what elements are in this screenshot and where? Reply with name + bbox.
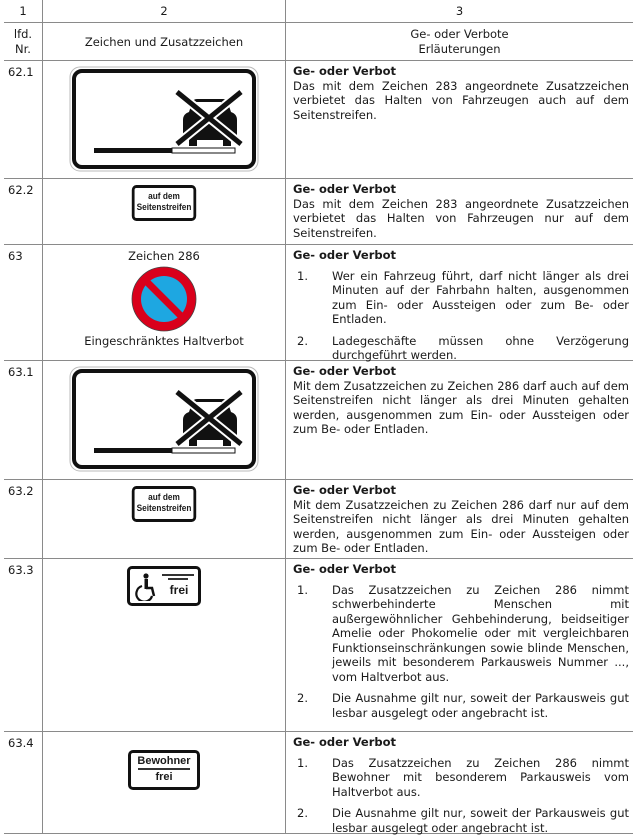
header-lfd-line2: Nr. (15, 42, 31, 56)
sign-text-line2: Seitenstreifen (136, 202, 192, 212)
table-row (4, 179, 633, 245)
explanation-text: Das mit dem Zeichen 283 angeordnete Zusatzzeichen verbietet das Halten von Fahrzeugen auch auf dem Seitenstreifen. (293, 78, 629, 122)
list-item-text: Die Ausnahme gilt nur, soweit der Parkausweis gut lesbar ausgelegt oder angebracht ist. (332, 806, 629, 835)
zusatzzeichen-nur-auf-dem-seitenstreifen-sign (132, 486, 196, 522)
zusatzzeichen-halten-auch-seitenstreifen-icon (69, 66, 259, 172)
explanation-list (293, 583, 629, 721)
list-item (293, 334, 629, 363)
sign-cell (43, 559, 286, 731)
wheelchair-icon (134, 573, 156, 601)
list-item-number: 2. (297, 691, 308, 705)
parkausweis-fine-print (162, 574, 194, 580)
explanation-text: Mit dem Zusatzzeichen zu Zeichen 286 darf nur auf dem Seitenstreifen nicht länger als drei Minuten gehalten werden, ausgenommen zum Ein- oder Aussteigen oder zum Be- oder Entladen. (293, 497, 629, 555)
header-lfd-line1: lfd. (13, 27, 33, 41)
header-verbote-line2: Erläuterungen (418, 42, 501, 56)
header-zeichen: Zeichen und Zusatzzeichen (43, 23, 286, 60)
sign-cell (43, 61, 286, 178)
explanation-list (293, 756, 629, 836)
explanation-heading: Ge- oder Verbot (293, 483, 396, 497)
list-item-text: Ladegeschäfte müssen ohne Verzögerung durchgeführt werden. (332, 333, 629, 362)
sign-text-line2: Seitenstreifen (136, 503, 192, 513)
sign-cell (43, 245, 286, 360)
row-number: 63.4 (4, 732, 43, 833)
zusatzzeichen-nur-auf-dem-seitenstreifen-sign (132, 185, 196, 221)
sign-text: frei (169, 583, 189, 597)
sign-cell (43, 480, 286, 558)
list-item-number: 1. (297, 268, 308, 283)
explanation-heading: Ge- oder Verbot (293, 735, 396, 749)
sign-text-line1: auf dem (148, 191, 180, 201)
explanation-heading: Ge- oder Verbot (293, 182, 396, 196)
explanation-list (293, 269, 629, 363)
list-item-text: Die Ausnahme gilt nur, soweit der Parkausweis gut lesbar ausgelegt oder angebracht ist. (332, 691, 629, 720)
header-row (4, 23, 633, 61)
column-number-row (4, 0, 633, 23)
row-number: 62.1 (4, 61, 43, 178)
row-number: 63 (4, 245, 43, 360)
header-verbote (286, 23, 633, 60)
explanation-cell (286, 732, 633, 833)
sign-text-line1: auf dem (148, 492, 180, 502)
explanation-cell (286, 361, 633, 479)
list-item-number: 2. (297, 806, 308, 820)
sign-cell (43, 732, 286, 833)
eingeschraenktes-haltverbot-sign-icon (131, 266, 197, 332)
explanation-text: Das mit dem Zeichen 283 angeordnete Zusatzzeichen verbietet das Halten von Fahrzeugen nur auf dem Seitenstreifen. (293, 196, 629, 240)
column-number-1: 1 (4, 0, 43, 22)
sign-text-line1: Bewohner (137, 755, 191, 767)
column-number-2: 2 (43, 0, 286, 22)
zusatzzeichen-halten-auch-seitenstreifen-icon (69, 366, 259, 472)
explanation-cell (286, 245, 633, 360)
list-item-text: Das Zusatzzeichen zu Zeichen 286 nimmt schwerbehinderte Menschen mit außergewöhnlicher Gehbehinderung, beidseitiger Amelie oder Phokomelie oder mit vergleichbaren Funktionseinschränkungen sowie blinde Menschen, jeweils mit besonderem Parkausweis Nummer ..., vom Haltverbot aus. (332, 582, 629, 684)
list-item (293, 583, 629, 685)
explanation-heading: Ge- oder Verbot (293, 562, 396, 576)
row-number: 63.1 (4, 361, 43, 479)
sign-cell (43, 361, 286, 479)
explanation-cell (286, 179, 633, 244)
list-item (293, 269, 629, 327)
list-item-number: 2. (297, 333, 308, 348)
row-number: 62.2 (4, 179, 43, 244)
explanation-text: Mit dem Zusatzzeichen zu Zeichen 286 darf auch auf dem Seitenstreifen nicht länger als drei Minuten gehalten werden, ausgenommen zum Ein- oder Aussteigen oder zum Be- oder Entladen. (293, 378, 629, 436)
column-number-3: 3 (455, 4, 464, 18)
table-row (4, 559, 633, 732)
sign-caption: Eingeschränktes Haltverbot (84, 334, 244, 348)
table-row (4, 361, 633, 480)
table-row (4, 61, 633, 179)
zusatzzeichen-bewohner-frei-sign (128, 750, 200, 790)
row-number: 63.2 (4, 480, 43, 558)
row-number: 63.3 (4, 559, 43, 731)
list-item-number: 1. (297, 755, 308, 770)
zusatzzeichen-schwerbehinderte-frei-sign (127, 566, 201, 606)
header-verbote-line1: Ge- oder Verbote (410, 27, 509, 41)
list-item-text: Das Zusatzzeichen zu Zeichen 286 nimmt Bewohner mit besonderem Parkausweis vom Haltverbot aus. (332, 755, 629, 799)
explanation-cell (286, 480, 633, 558)
list-item-text: Wer ein Fahrzeug führt, darf nicht länger als drei Minuten auf der Fahrbahn halten, ausgenommen zum Ein- oder Aussteigen oder zum Be- oder Entladen. (332, 268, 629, 326)
explanation-cell (286, 559, 633, 731)
table-row (4, 732, 633, 834)
explanation-heading: Ge- oder Verbot (293, 64, 396, 78)
sign-title: Zeichen 286 (128, 249, 200, 263)
table-row (4, 480, 633, 559)
explanation-cell (286, 61, 633, 178)
list-item (293, 806, 629, 835)
list-item (293, 756, 629, 800)
table-row (4, 245, 633, 361)
sign-cell (43, 179, 286, 244)
parkausweis-fine-print (138, 768, 191, 770)
header-lfd-nr (4, 23, 43, 60)
list-item-number: 1. (297, 582, 308, 597)
list-item (293, 691, 629, 720)
sign-text-line2: frei (155, 771, 173, 783)
explanation-heading: Ge- oder Verbot (293, 364, 396, 378)
explanation-heading: Ge- oder Verbot (293, 248, 396, 262)
